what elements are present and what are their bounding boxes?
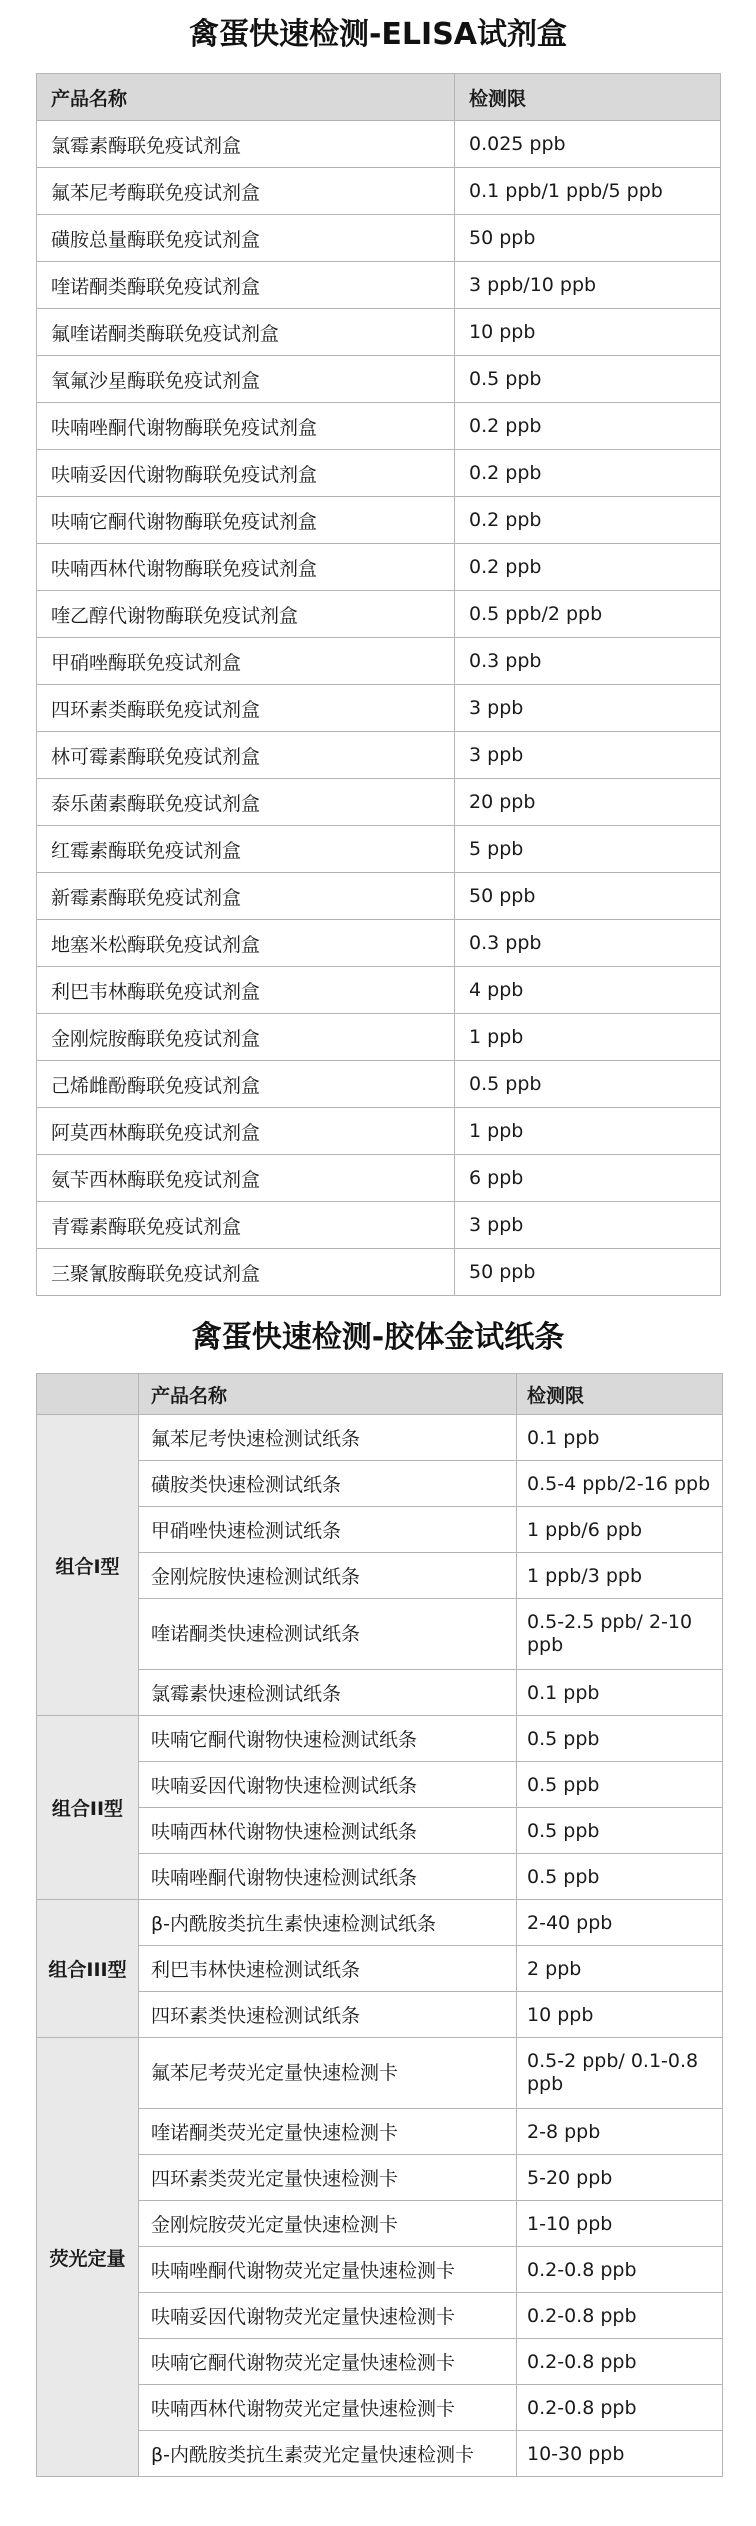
table-row [37,1992,723,2038]
detection-limit-cell: 0.2-0.8 ppb [517,2293,723,2339]
detection-limit-cell: 10 ppb [517,1992,723,2038]
detection-limit-cell: 10 ppb [455,309,721,356]
table-row [37,2431,723,2477]
detection-limit-cell: 1 ppb/6 ppb [517,1507,723,1553]
product-name-cell: 喹诺酮类快速检测试纸条 [139,1599,517,1670]
detection-limit-cell: 1 ppb [455,1014,721,1061]
table-row [37,591,721,638]
detection-limit-cell: 0.5 ppb [517,1716,723,1762]
table-row [37,920,721,967]
product-name-cell: 氟喹诺酮类酶联免疫试剂盒 [37,309,455,356]
detection-limit-cell: 50 ppb [455,873,721,920]
table-row [37,1108,721,1155]
elisa-section-title: 禽蛋快速检测-ELISA试剂盒 [188,17,568,52]
product-name-cell: 金刚烷胺酶联免疫试剂盒 [37,1014,455,1061]
product-name-cell: 磺胺类快速检测试纸条 [139,1461,517,1507]
table-row [37,403,721,450]
detection-limit-cell: 3 ppb [455,732,721,779]
table-row [37,1461,723,1507]
elisa-table [36,73,721,1296]
table-row [37,638,721,685]
detection-limit-cell: 0.2 ppb [455,497,721,544]
product-name-cell: 呋喃唑酮代谢物荧光定量快速检测卡 [139,2247,517,2293]
table-row [37,2155,723,2201]
detection-limit-cell: 0.5-2 ppb/ 0.1-0.8 ppb [517,2038,723,2109]
detection-limit-cell: 0.3 ppb [455,638,721,685]
detection-limit-cell: 5 ppb [455,826,721,873]
detection-limit-cell: 2-40 ppb [517,1900,723,1946]
detection-limit-cell: 2-8 ppb [517,2109,723,2155]
detection-limit-cell: 0.5-2.5 ppb/ 2-10 ppb [517,1599,723,1670]
product-name-cell: 金刚烷胺荧光定量快速检测卡 [139,2201,517,2247]
product-name-cell: 三聚氰胺酶联免疫试剂盒 [37,1249,455,1296]
table-row [37,826,721,873]
product-name-cell: 磺胺总量酶联免疫试剂盒 [37,215,455,262]
product-name-cell: 呋喃它酮代谢物快速检测试纸条 [139,1716,517,1762]
detection-limit-cell: 0.2 ppb [455,450,721,497]
product-name-cell: 氟苯尼考快速检测试纸条 [139,1415,517,1461]
table-row [37,1854,723,1900]
product-name-cell: 甲硝唑快速检测试纸条 [139,1507,517,1553]
table-row [37,685,721,732]
table-row [37,779,721,826]
product-name-cell: 氟苯尼考酶联免疫试剂盒 [37,168,455,215]
product-name-cell: 四环素类酶联免疫试剂盒 [37,685,455,732]
detection-limit-cell: 1 ppb/3 ppb [517,1553,723,1599]
detection-limit-cell: 0.2-0.8 ppb [517,2247,723,2293]
detection-limit-cell: 6 ppb [455,1155,721,1202]
detection-limit-cell: 10-30 ppb [517,2431,723,2477]
table-row [37,2385,723,2431]
strips-table [36,1373,723,2477]
detection-limit-cell: 1-10 ppb [517,2201,723,2247]
table-row [37,1946,723,1992]
table-row [37,1061,721,1108]
table-row [37,1808,723,1854]
product-name-cell: 己烯雌酚酶联免疫试剂盒 [37,1061,455,1108]
product-name-cell: β-内酰胺类抗生素快速检测试纸条 [139,1900,517,1946]
group-label-cell: 组合II型 [37,1716,139,1900]
detection-limit-cell: 0.5 ppb [517,1854,723,1900]
table-row [37,168,721,215]
table-row [37,1762,723,1808]
table-row [37,1599,723,1670]
product-name-cell: 四环素类荧光定量快速检测卡 [139,2155,517,2201]
table-row [37,873,721,920]
header-group [37,1374,139,1415]
product-name-cell: 呋喃妥因代谢物荧光定量快速检测卡 [139,2293,517,2339]
table-row [37,2038,723,2109]
table-row [37,2247,723,2293]
detection-limit-cell: 3 ppb/10 ppb [455,262,721,309]
detection-limit-cell: 0.1 ppb/1 ppb/5 ppb [455,168,721,215]
product-name-cell: 呋喃唑酮代谢物酶联免疫试剂盒 [37,403,455,450]
product-name-cell: 呋喃妥因代谢物酶联免疫试剂盒 [37,450,455,497]
product-name-cell: 氯霉素酶联免疫试剂盒 [37,121,455,168]
detection-limit-cell: 0.025 ppb [455,121,721,168]
detection-limit-cell: 0.5 ppb [517,1808,723,1854]
table-row [37,262,721,309]
product-name-cell: 阿莫西林酶联免疫试剂盒 [37,1108,455,1155]
table-header-row [37,1374,723,1415]
product-name-cell: 青霉素酶联免疫试剂盒 [37,1202,455,1249]
detection-limit-cell: 0.5 ppb [455,356,721,403]
product-name-cell: 新霉素酶联免疫试剂盒 [37,873,455,920]
table-row [37,1202,721,1249]
detection-limit-cell: 2 ppb [517,1946,723,1992]
product-name-cell: 林可霉素酶联免疫试剂盒 [37,732,455,779]
table-row [37,1900,723,1946]
table-row [37,2109,723,2155]
detection-limit-cell: 4 ppb [455,967,721,1014]
table-row [37,1249,721,1296]
table-row [37,2339,723,2385]
detection-limit-cell: 0.2 ppb [455,544,721,591]
header-product-name: 产品名称 [139,1374,517,1415]
product-name-cell: 金刚烷胺快速检测试纸条 [139,1553,517,1599]
table-row [37,1014,721,1061]
product-name-cell: 喹诺酮类酶联免疫试剂盒 [37,262,455,309]
table-row [37,1670,723,1716]
product-name-cell: 呋喃西林代谢物酶联免疫试剂盒 [37,544,455,591]
table-row [37,215,721,262]
product-name-cell: 四环素类快速检测试纸条 [139,1992,517,2038]
product-name-cell: 呋喃西林代谢物荧光定量快速检测卡 [139,2385,517,2431]
product-name-cell: 甲硝唑酶联免疫试剂盒 [37,638,455,685]
detection-limit-cell: 0.3 ppb [455,920,721,967]
table-row [37,450,721,497]
table-row [37,544,721,591]
detection-limit-cell: 0.5 ppb [517,1762,723,1808]
detection-limit-cell: 3 ppb [455,1202,721,1249]
header-product-name: 产品名称 [37,74,455,121]
group-label-cell: 组合III型 [37,1900,139,2038]
product-name-cell: 呋喃唑酮代谢物快速检测试纸条 [139,1854,517,1900]
detection-limit-cell: 0.2-0.8 ppb [517,2339,723,2385]
detection-limit-cell: 1 ppb [455,1108,721,1155]
product-name-cell: 喹诺酮类荧光定量快速检测卡 [139,2109,517,2155]
detection-limit-cell: 3 ppb [455,685,721,732]
detection-limit-cell: 0.5 ppb [455,1061,721,1108]
product-name-cell: 利巴韦林快速检测试纸条 [139,1946,517,1992]
product-name-cell: 氨苄西林酶联免疫试剂盒 [37,1155,455,1202]
table-row [37,732,721,779]
table-row [37,309,721,356]
detection-limit-cell: 0.2-0.8 ppb [517,2385,723,2431]
header-detection-limit: 检测限 [455,74,721,121]
table-row [37,1507,723,1553]
table-row [37,2201,723,2247]
group-label-cell: 组合I型 [37,1415,139,1716]
product-name-cell: 氯霉素快速检测试纸条 [139,1670,517,1716]
product-name-cell: 呋喃它酮代谢物荧光定量快速检测卡 [139,2339,517,2385]
table-row [37,967,721,1014]
table-header-row [37,74,721,121]
detection-limit-cell: 0.1 ppb [517,1670,723,1716]
product-name-cell: 呋喃它酮代谢物酶联免疫试剂盒 [37,497,455,544]
table-row [37,2293,723,2339]
product-name-cell: 地塞米松酶联免疫试剂盒 [37,920,455,967]
product-name-cell: 利巴韦林酶联免疫试剂盒 [37,967,455,1014]
product-name-cell: 喹乙醇代谢物酶联免疫试剂盒 [37,591,455,638]
table-row [37,1415,723,1461]
table-row [37,121,721,168]
product-name-cell: β-内酰胺类抗生素荧光定量快速检测卡 [139,2431,517,2477]
table-row [37,356,721,403]
detection-limit-cell: 0.5-4 ppb/2-16 ppb [517,1461,723,1507]
product-name-cell: 红霉素酶联免疫试剂盒 [37,826,455,873]
detection-limit-cell: 0.2 ppb [455,403,721,450]
group-label-cell: 荧光定量 [37,2038,139,2477]
header-detection-limit: 检测限 [517,1374,723,1415]
table-row [37,1716,723,1762]
detection-limit-cell: 0.1 ppb [517,1415,723,1461]
product-name-cell: 泰乐菌素酶联免疫试剂盒 [37,779,455,826]
product-name-cell: 呋喃妥因代谢物快速检测试纸条 [139,1762,517,1808]
detection-limit-cell: 50 ppb [455,1249,721,1296]
detection-limit-cell: 0.5 ppb/2 ppb [455,591,721,638]
product-name-cell: 呋喃西林代谢物快速检测试纸条 [139,1808,517,1854]
table-row [37,1553,723,1599]
detection-limit-cell: 50 ppb [455,215,721,262]
product-name-cell: 氟苯尼考荧光定量快速检测卡 [139,2038,517,2109]
strips-section-title: 禽蛋快速检测-胶体金试纸条 [191,1320,565,1355]
table-row [37,497,721,544]
detection-limit-cell: 5-20 ppb [517,2155,723,2201]
product-name-cell: 氧氟沙星酶联免疫试剂盒 [37,356,455,403]
table-row [37,1155,721,1202]
detection-limit-cell: 20 ppb [455,779,721,826]
